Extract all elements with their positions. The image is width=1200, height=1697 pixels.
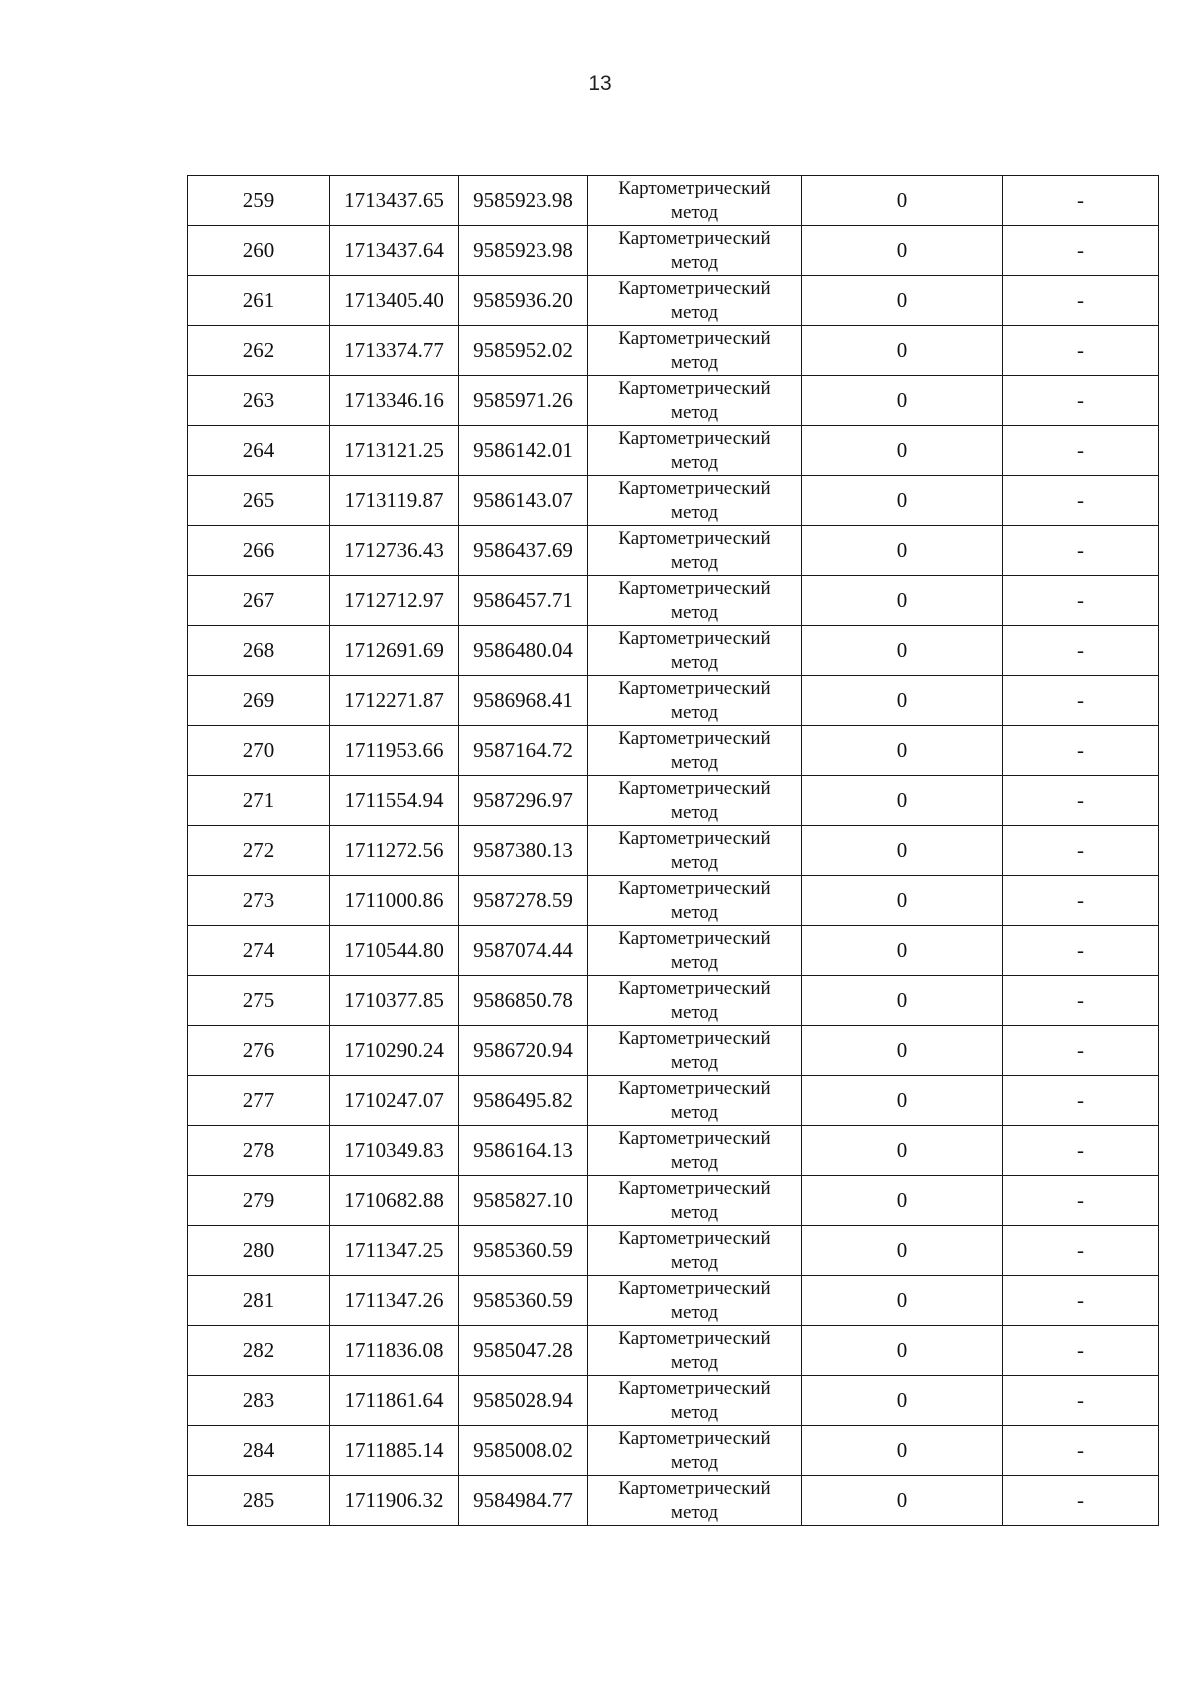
- note-cell: -: [1003, 676, 1159, 726]
- coordinate-y-cell: 9586480.04: [459, 626, 588, 676]
- table-row: [188, 426, 1159, 476]
- method-line-1: Картометрический: [618, 827, 771, 849]
- note-cell: -: [1003, 1126, 1159, 1176]
- coordinate-x-cell: 1711347.25: [330, 1226, 459, 1276]
- method-line-2: метод: [670, 401, 719, 423]
- coordinate-x-cell: 1710377.85: [330, 976, 459, 1026]
- method-line-1: Картометрический: [618, 427, 771, 449]
- coordinate-y-cell: 9585923.98: [459, 226, 588, 276]
- coordinate-y-cell: 9586437.69: [459, 526, 588, 576]
- coordinate-x-cell: 1712736.43: [330, 526, 459, 576]
- note-cell: -: [1003, 876, 1159, 926]
- method-line-2: метод: [670, 1201, 719, 1223]
- method-line-1: Картометрический: [618, 677, 771, 699]
- method-line-1: Картометрический: [618, 327, 771, 349]
- method-line-2: метод: [670, 751, 719, 773]
- note-cell: -: [1003, 1476, 1159, 1526]
- method-line-1: Картометрический: [618, 927, 771, 949]
- point-number-cell: 276: [188, 1026, 330, 1076]
- method-cell: [588, 276, 802, 326]
- coordinate-x-cell: 1711000.86: [330, 876, 459, 926]
- table-row: [188, 1126, 1159, 1176]
- coordinate-x-cell: 1713405.40: [330, 276, 459, 326]
- table-row: [188, 976, 1159, 1026]
- method-line-2: метод: [670, 1451, 719, 1473]
- method-line-2: метод: [670, 701, 719, 723]
- method-cell: [588, 476, 802, 526]
- note-cell: -: [1003, 776, 1159, 826]
- method-line-2: метод: [670, 451, 719, 473]
- point-number-cell: 285: [188, 1476, 330, 1526]
- table-row: [188, 826, 1159, 876]
- coordinate-y-cell: 9586164.13: [459, 1126, 588, 1176]
- point-number-cell: 275: [188, 976, 330, 1026]
- point-number-cell: 269: [188, 676, 330, 726]
- method-line-2: метод: [670, 1351, 719, 1373]
- point-number-cell: 283: [188, 1376, 330, 1426]
- coordinate-y-cell: 9587074.44: [459, 926, 588, 976]
- table-row: [188, 226, 1159, 276]
- method-line-1: Картометрический: [618, 977, 771, 999]
- accuracy-cell: 0: [802, 1426, 1003, 1476]
- method-cell: [588, 526, 802, 576]
- method-line-2: метод: [670, 951, 719, 973]
- coordinate-x-cell: 1713119.87: [330, 476, 459, 526]
- accuracy-cell: 0: [802, 1076, 1003, 1126]
- coordinate-y-cell: 9586495.82: [459, 1076, 588, 1126]
- accuracy-cell: 0: [802, 526, 1003, 576]
- accuracy-cell: 0: [802, 676, 1003, 726]
- accuracy-cell: 0: [802, 1376, 1003, 1426]
- table-row: [188, 726, 1159, 776]
- accuracy-cell: 0: [802, 576, 1003, 626]
- coordinates-table: [187, 175, 1159, 1526]
- accuracy-cell: 0: [802, 476, 1003, 526]
- note-cell: -: [1003, 1426, 1159, 1476]
- method-line-1: Картометрический: [618, 1077, 771, 1099]
- method-cell: [588, 726, 802, 776]
- note-cell: -: [1003, 826, 1159, 876]
- method-cell: [588, 576, 802, 626]
- method-cell: [588, 1326, 802, 1376]
- method-cell: [588, 426, 802, 476]
- note-cell: -: [1003, 976, 1159, 1026]
- point-number-cell: 259: [188, 176, 330, 226]
- note-cell: -: [1003, 726, 1159, 776]
- note-cell: -: [1003, 1326, 1159, 1376]
- coordinate-x-cell: 1710247.07: [330, 1076, 459, 1126]
- note-cell: -: [1003, 526, 1159, 576]
- accuracy-cell: 0: [802, 376, 1003, 426]
- method-cell: [588, 976, 802, 1026]
- accuracy-cell: 0: [802, 1326, 1003, 1376]
- point-number-cell: 266: [188, 526, 330, 576]
- coordinate-x-cell: 1711861.64: [330, 1376, 459, 1426]
- coordinate-y-cell: 9586457.71: [459, 576, 588, 626]
- accuracy-cell: 0: [802, 976, 1003, 1026]
- method-line-2: метод: [670, 1301, 719, 1323]
- method-line-2: метод: [670, 551, 719, 573]
- point-number-cell: 260: [188, 226, 330, 276]
- method-line-2: метод: [670, 351, 719, 373]
- point-number-cell: 264: [188, 426, 330, 476]
- method-cell: [588, 876, 802, 926]
- accuracy-cell: 0: [802, 226, 1003, 276]
- coordinate-x-cell: 1712712.97: [330, 576, 459, 626]
- method-line-2: метод: [670, 1501, 719, 1523]
- method-line-1: Картометрический: [618, 1477, 771, 1499]
- table-row: [188, 276, 1159, 326]
- point-number-cell: 281: [188, 1276, 330, 1326]
- method-cell: [588, 826, 802, 876]
- method-line-1: Картометрический: [618, 477, 771, 499]
- method-line-2: метод: [670, 501, 719, 523]
- coordinate-x-cell: 1710544.80: [330, 926, 459, 976]
- accuracy-cell: 0: [802, 1276, 1003, 1326]
- point-number-cell: 262: [188, 326, 330, 376]
- method-cell: [588, 1076, 802, 1126]
- coordinate-y-cell: 9585360.59: [459, 1276, 588, 1326]
- table-row: [188, 526, 1159, 576]
- note-cell: -: [1003, 326, 1159, 376]
- table-row: [188, 576, 1159, 626]
- coordinate-y-cell: 9585971.26: [459, 376, 588, 426]
- coordinate-y-cell: 9585360.59: [459, 1226, 588, 1276]
- method-line-2: метод: [670, 801, 719, 823]
- method-line-1: Картометрический: [618, 1127, 771, 1149]
- note-cell: -: [1003, 376, 1159, 426]
- method-cell: [588, 176, 802, 226]
- method-line-1: Картометрический: [618, 1177, 771, 1199]
- coordinate-y-cell: 9585028.94: [459, 1376, 588, 1426]
- table-row: [188, 1426, 1159, 1476]
- method-line-1: Картометрический: [618, 577, 771, 599]
- coordinate-y-cell: 9586968.41: [459, 676, 588, 726]
- note-cell: -: [1003, 926, 1159, 976]
- table-row: [188, 326, 1159, 376]
- point-number-cell: 277: [188, 1076, 330, 1126]
- method-line-2: метод: [670, 1001, 719, 1023]
- accuracy-cell: 0: [802, 1126, 1003, 1176]
- note-cell: -: [1003, 1176, 1159, 1226]
- coordinate-y-cell: 9586720.94: [459, 1026, 588, 1076]
- coordinate-y-cell: 9585008.02: [459, 1426, 588, 1476]
- method-line-2: метод: [670, 851, 719, 873]
- coordinate-y-cell: 9585047.28: [459, 1326, 588, 1376]
- method-cell: [588, 1476, 802, 1526]
- coordinate-x-cell: 1711272.56: [330, 826, 459, 876]
- method-line-2: метод: [670, 1251, 719, 1273]
- point-number-cell: 270: [188, 726, 330, 776]
- accuracy-cell: 0: [802, 426, 1003, 476]
- accuracy-cell: 0: [802, 176, 1003, 226]
- table-row: [188, 626, 1159, 676]
- coordinate-x-cell: 1712271.87: [330, 676, 459, 726]
- coordinate-x-cell: 1711906.32: [330, 1476, 459, 1526]
- note-cell: -: [1003, 1226, 1159, 1276]
- method-cell: [588, 1126, 802, 1176]
- coordinate-x-cell: 1713346.16: [330, 376, 459, 426]
- coordinate-x-cell: 1710682.88: [330, 1176, 459, 1226]
- method-line-2: метод: [670, 651, 719, 673]
- method-cell: [588, 1226, 802, 1276]
- table-row: [188, 1076, 1159, 1126]
- table-row: [188, 1176, 1159, 1226]
- table-row: [188, 776, 1159, 826]
- point-number-cell: 261: [188, 276, 330, 326]
- method-line-1: Картометрический: [618, 1327, 771, 1349]
- method-cell: [588, 226, 802, 276]
- coordinate-y-cell: 9585923.98: [459, 176, 588, 226]
- table-row: [188, 676, 1159, 726]
- table-row: [188, 1326, 1159, 1376]
- point-number-cell: 274: [188, 926, 330, 976]
- point-number-cell: 282: [188, 1326, 330, 1376]
- accuracy-cell: 0: [802, 276, 1003, 326]
- point-number-cell: 265: [188, 476, 330, 526]
- method-line-1: Картометрический: [618, 277, 771, 299]
- method-cell: [588, 1026, 802, 1076]
- method-line-2: метод: [670, 901, 719, 923]
- point-number-cell: 273: [188, 876, 330, 926]
- point-number-cell: 279: [188, 1176, 330, 1226]
- coordinate-x-cell: 1712691.69: [330, 626, 459, 676]
- method-line-1: Картометрический: [618, 527, 771, 549]
- point-number-cell: 267: [188, 576, 330, 626]
- coordinate-y-cell: 9585936.20: [459, 276, 588, 326]
- table-row: [188, 1376, 1159, 1426]
- accuracy-cell: 0: [802, 726, 1003, 776]
- method-line-2: метод: [670, 1051, 719, 1073]
- coordinate-y-cell: 9586142.01: [459, 426, 588, 476]
- table-row: [188, 476, 1159, 526]
- point-number-cell: 278: [188, 1126, 330, 1176]
- method-line-2: метод: [670, 201, 719, 223]
- table-row: [188, 1226, 1159, 1276]
- accuracy-cell: 0: [802, 926, 1003, 976]
- point-number-cell: 263: [188, 376, 330, 426]
- point-number-cell: 271: [188, 776, 330, 826]
- note-cell: -: [1003, 1376, 1159, 1426]
- table-row: [188, 376, 1159, 426]
- method-cell: [588, 376, 802, 426]
- accuracy-cell: 0: [802, 826, 1003, 876]
- coordinate-y-cell: 9587278.59: [459, 876, 588, 926]
- note-cell: -: [1003, 426, 1159, 476]
- method-line-2: метод: [670, 1101, 719, 1123]
- coordinate-x-cell: 1711554.94: [330, 776, 459, 826]
- coordinate-x-cell: 1713437.65: [330, 176, 459, 226]
- method-line-1: Картометрический: [618, 377, 771, 399]
- method-cell: [588, 926, 802, 976]
- method-line-1: Картометрический: [618, 877, 771, 899]
- table-row: [188, 1026, 1159, 1076]
- accuracy-cell: 0: [802, 1026, 1003, 1076]
- table-row: [188, 1276, 1159, 1326]
- note-cell: -: [1003, 576, 1159, 626]
- note-cell: -: [1003, 176, 1159, 226]
- coordinate-y-cell: 9587296.97: [459, 776, 588, 826]
- coordinate-x-cell: 1713121.25: [330, 426, 459, 476]
- method-line-2: метод: [670, 251, 719, 273]
- coordinate-x-cell: 1710349.83: [330, 1126, 459, 1176]
- table-row: [188, 926, 1159, 976]
- accuracy-cell: 0: [802, 876, 1003, 926]
- coordinate-x-cell: 1711885.14: [330, 1426, 459, 1476]
- accuracy-cell: 0: [802, 1176, 1003, 1226]
- point-number-cell: 284: [188, 1426, 330, 1476]
- accuracy-cell: 0: [802, 1476, 1003, 1526]
- method-line-1: Картометрический: [618, 227, 771, 249]
- coordinate-y-cell: 9586850.78: [459, 976, 588, 1026]
- point-number-cell: 280: [188, 1226, 330, 1276]
- method-line-2: метод: [670, 301, 719, 323]
- coordinate-x-cell: 1713374.77: [330, 326, 459, 376]
- coordinate-x-cell: 1711836.08: [330, 1326, 459, 1376]
- method-cell: [588, 1426, 802, 1476]
- point-number-cell: 272: [188, 826, 330, 876]
- method-cell: [588, 776, 802, 826]
- method-line-1: Картометрический: [618, 627, 771, 649]
- table-row: [188, 876, 1159, 926]
- coordinate-y-cell: 9585952.02: [459, 326, 588, 376]
- method-cell: [588, 326, 802, 376]
- coordinate-x-cell: 1710290.24: [330, 1026, 459, 1076]
- method-line-1: Картометрический: [618, 1377, 771, 1399]
- coordinate-y-cell: 9586143.07: [459, 476, 588, 526]
- method-line-1: Картометрический: [618, 1427, 771, 1449]
- note-cell: -: [1003, 226, 1159, 276]
- method-line-1: Картометрический: [618, 177, 771, 199]
- method-line-1: Картометрический: [618, 727, 771, 749]
- coordinate-y-cell: 9587380.13: [459, 826, 588, 876]
- coordinates-table-body: [188, 176, 1159, 1526]
- note-cell: -: [1003, 276, 1159, 326]
- method-line-1: Картометрический: [618, 1027, 771, 1049]
- method-cell: [588, 626, 802, 676]
- accuracy-cell: 0: [802, 776, 1003, 826]
- method-cell: [588, 676, 802, 726]
- method-line-2: метод: [670, 1401, 719, 1423]
- coordinate-y-cell: 9584984.77: [459, 1476, 588, 1526]
- note-cell: -: [1003, 1276, 1159, 1326]
- coordinate-y-cell: 9587164.72: [459, 726, 588, 776]
- accuracy-cell: 0: [802, 1226, 1003, 1276]
- note-cell: -: [1003, 1026, 1159, 1076]
- table-row: [188, 176, 1159, 226]
- table-row: [188, 1476, 1159, 1526]
- note-cell: -: [1003, 626, 1159, 676]
- note-cell: -: [1003, 476, 1159, 526]
- coordinate-y-cell: 9585827.10: [459, 1176, 588, 1226]
- method-line-2: метод: [670, 1151, 719, 1173]
- accuracy-cell: 0: [802, 326, 1003, 376]
- method-line-1: Картометрический: [618, 1277, 771, 1299]
- accuracy-cell: 0: [802, 626, 1003, 676]
- method-line-1: Картометрический: [618, 777, 771, 799]
- method-cell: [588, 1376, 802, 1426]
- coordinate-x-cell: 1711953.66: [330, 726, 459, 776]
- note-cell: -: [1003, 1076, 1159, 1126]
- method-cell: [588, 1176, 802, 1226]
- coordinate-x-cell: 1713437.64: [330, 226, 459, 276]
- method-line-1: Картометрический: [618, 1227, 771, 1249]
- coordinate-x-cell: 1711347.26: [330, 1276, 459, 1326]
- method-cell: [588, 1276, 802, 1326]
- point-number-cell: 268: [188, 626, 330, 676]
- method-line-2: метод: [670, 601, 719, 623]
- page-number: 13: [588, 72, 612, 95]
